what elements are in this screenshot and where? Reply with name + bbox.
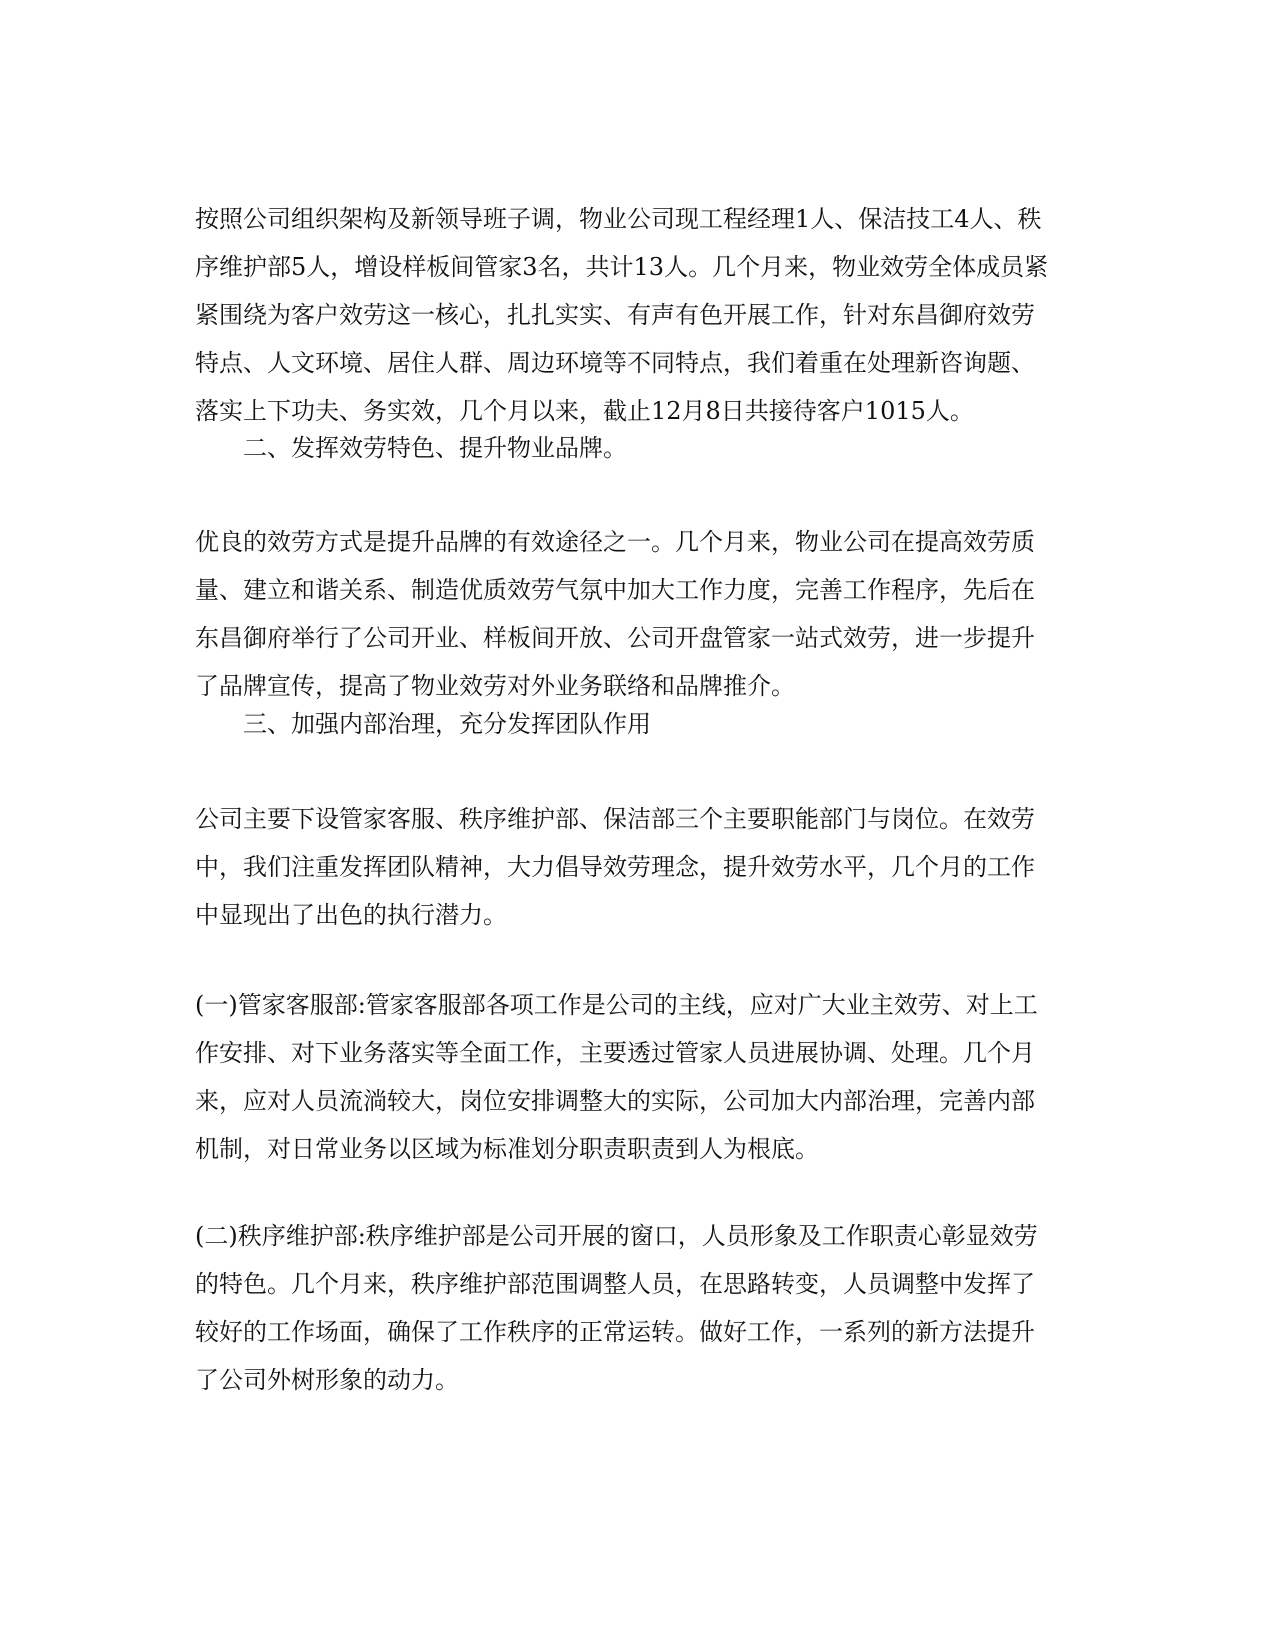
section-heading-2: 二、发挥效劳特色、提升物业品牌。 bbox=[243, 434, 627, 462]
section-heading-3: 三、加强内部治理，充分发挥团队作用 bbox=[243, 710, 651, 738]
paragraph-departments: 公司主要下设管家客服、秩序维护部、保洁部三个主要职能部门与岗位。在效劳 中，我们注重发挥团队精神，大力倡导效劳理念，提升效劳水平，几个月的工作 中显现出了出色的执行潜力。 bbox=[195, 805, 1035, 929]
paragraph-order-maintenance: (二)秩序维护部:秩序维护部是公司开展的窗口，人员形象及工作职责心彰显效劳 的特色。几个月来，秩序维护部范围调整人员，在思路转变，人员调整中发挥了 较好的工作场面，确保了工作秩序的正常运转。做好工作，一系列的新方法提升 了公司外树形象的动力。 bbox=[195, 1222, 1038, 1394]
paragraph-brand: 优良的效劳方式是提升品牌的有效途径之一。几个月来，物业公司在提高效劳质 量、建立和谐关系、制造优质效劳气氛中加大工作力度，完善工作程序，先后在 东昌御府举行了公司开业、样板间开放、公司开盘管家一站式效劳，进一步提升 了品牌宣传，提高了物业效劳对外业务联络和品牌推介。 bbox=[195, 528, 1035, 700]
paragraph-staffing: 按照公司组织架构及新领导班子调，物业公司现工程经理1人、保洁技工4人、秩 序维护部5人，增设样板间管家3名，共计13人。几个月来，物业效劳全体成员紧 紧围绕为客户效劳这一核心，扎扎实实、有声有色开展工作，针对东昌御府效劳 特点、人文环境、居住人群、周边环境等不同特点，我们着重在处理新咨询题、 落实上下功夫、务实效，几个月以来，截止12月8日共接待客户1015人。 bbox=[195, 205, 1049, 425]
paragraph-housekeeper-service: (一)管家客服部:管家客服部各项工作是公司的主线，应对广大业主效劳、对上工 作安排、对下业务落实等全面工作，主要透过管家人员进展协调、处理。几个月 来，应对人员流淌较大，岗位安排调整大的实际，公司加大内部治理，完善内部 机制，对日常业务以区域为标准划分职责职责到人为根底。 bbox=[195, 991, 1038, 1163]
